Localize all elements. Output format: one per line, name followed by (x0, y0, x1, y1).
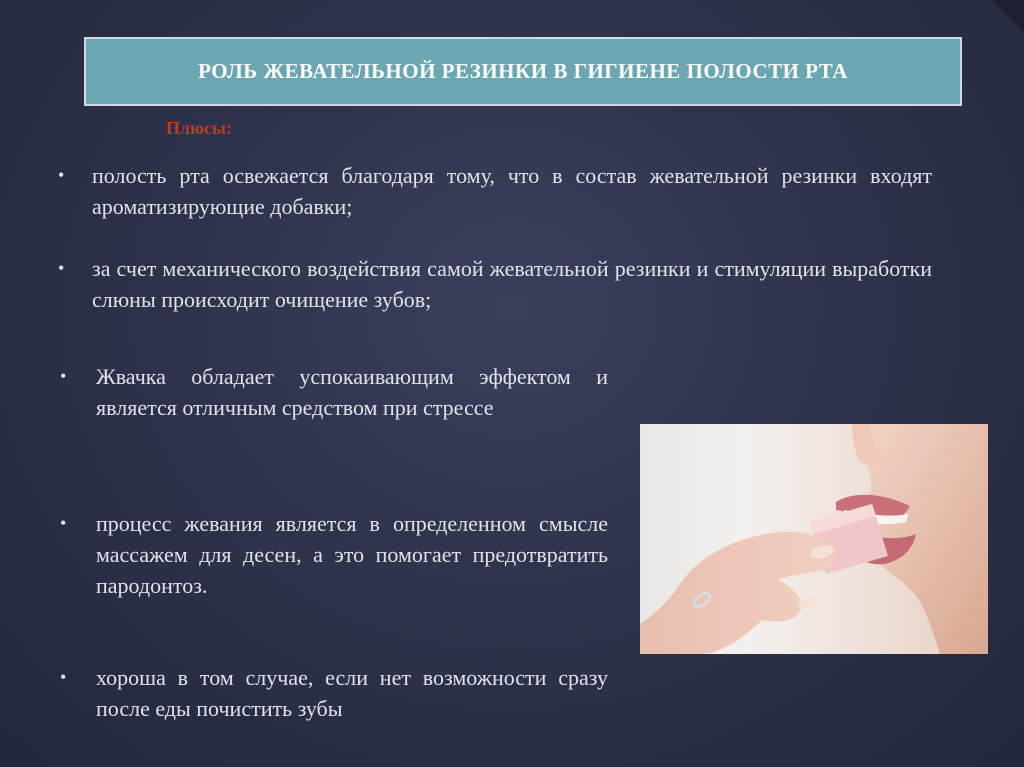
corner-fold (992, 0, 1024, 32)
list-item (58, 253, 932, 315)
bullet-text: процесс жевания является в определенном смысле массажем для десен, а это помогает предотвратить пародонтоз. (96, 511, 608, 598)
bullet-icon: • (60, 366, 67, 386)
bullet-icon: • (60, 513, 67, 533)
list-item (60, 361, 608, 423)
title-box (84, 37, 962, 106)
slide-title: РОЛЬ ЖЕВАТЕЛЬНОЙ РЕЗИНКИ В ГИГИЕНЕ ПОЛОСТИ РТА (198, 59, 848, 83)
list-item (60, 662, 608, 724)
bullet-text: хороша в том случае, если нет возможности сразу после еды почистить зубы (96, 665, 608, 721)
bullet-text: за счет механического воздействия самой жевательной резинки и стимуляции выработки слюны происходит очищение зубов; (92, 256, 932, 312)
bullet-icon: • (60, 667, 67, 687)
list-item (58, 160, 932, 222)
list-item (60, 508, 608, 601)
pros-label: Плюсы: (166, 118, 232, 138)
chewing-gum-photo (640, 424, 988, 654)
bullet-icon: • (58, 165, 65, 185)
bullet-text: полость рта освежается благодаря тому, что в состав жевательной резинки входят ароматизирующие добавки; (92, 163, 932, 219)
bullet-text: Жвачка обладает успокаивающим эффектом и является отличным средством при стрессе (96, 364, 608, 420)
bullet-icon: • (58, 258, 65, 278)
woman-chewing-gum-illustration (640, 424, 988, 654)
